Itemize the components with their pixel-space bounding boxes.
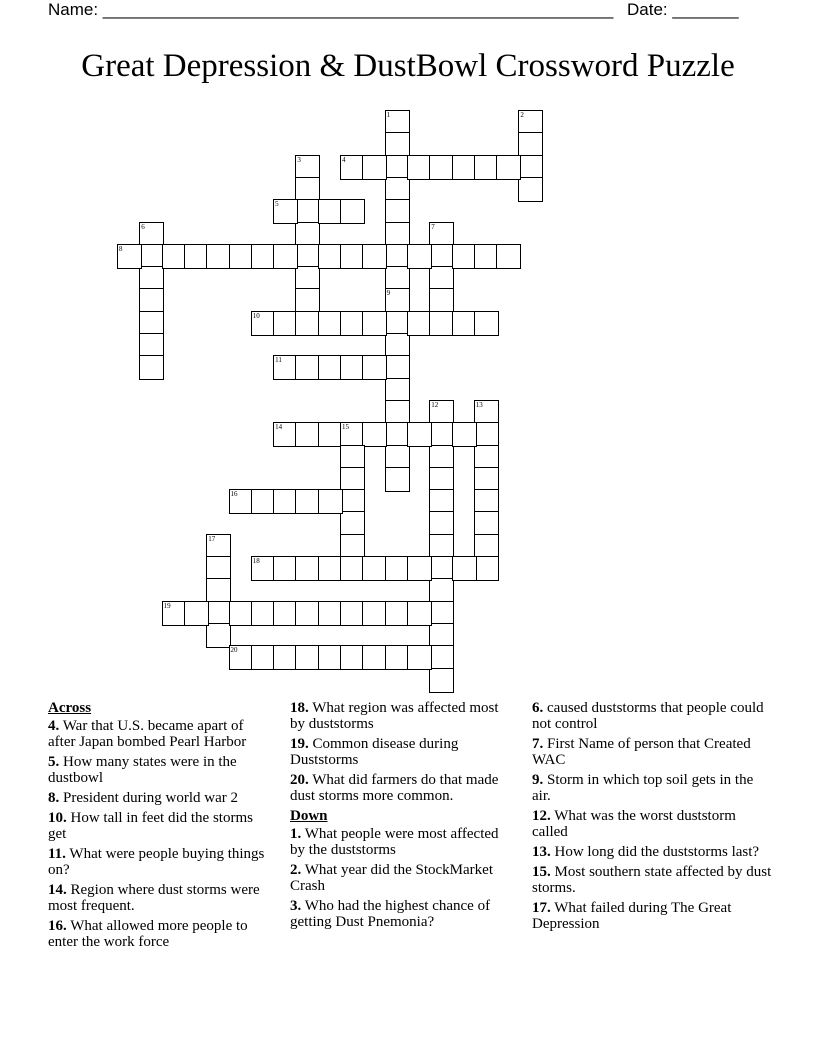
clue-4: [48, 718, 273, 750]
grid-cell[interactable]: [251, 556, 276, 581]
grid-cell[interactable]: [295, 155, 320, 180]
clue-text: First Name of person that Created WAC: [532, 736, 751, 768]
grid-cell[interactable]: [139, 355, 164, 380]
grid-cell[interactable]: [340, 155, 365, 180]
down-clue-list-continued: [532, 700, 772, 932]
clue-6: [532, 700, 772, 732]
clue-text: What allowed more people to enter the work force: [48, 918, 248, 950]
grid-cell[interactable]: [318, 199, 343, 224]
grid-cell[interactable]: [295, 489, 320, 514]
grid-cell[interactable]: [229, 645, 254, 670]
name-field-label[interactable]: Name: ______________________________________________________: [48, 0, 614, 19]
grid-cell[interactable]: [139, 333, 164, 358]
grid-cell[interactable]: [295, 177, 320, 202]
grid-cell[interactable]: [385, 311, 410, 336]
grid-cell[interactable]: [295, 355, 320, 380]
grid-cell[interactable]: [340, 355, 365, 380]
clue-13: [532, 844, 772, 860]
grid-cell[interactable]: [251, 645, 276, 670]
grid-cell[interactable]: [496, 244, 521, 269]
grid-cell[interactable]: [340, 601, 365, 626]
clues-column-3: [532, 700, 772, 936]
clue-text: What year did the StockMarket Crash: [290, 862, 493, 894]
grid-cell[interactable]: [340, 489, 365, 514]
clue-text: Storm in which top soil gets in the air.: [532, 772, 754, 804]
clues-column-2: [290, 700, 515, 934]
grid-cell[interactable]: [385, 601, 410, 626]
grid-cell[interactable]: [295, 266, 320, 291]
down-clue-list: [290, 826, 515, 930]
clue-number: 16.: [48, 918, 67, 934]
clue-number: 9.: [532, 772, 544, 788]
cell-number: 7: [431, 222, 435, 231]
grid-cell[interactable]: [385, 110, 410, 135]
grid-cell[interactable]: [273, 355, 298, 380]
grid-cell[interactable]: [340, 199, 365, 224]
clue-number: 11.: [48, 846, 66, 862]
grid-cell[interactable]: [340, 645, 365, 670]
grid-cell[interactable]: [251, 311, 276, 336]
grid-cell[interactable]: [452, 311, 477, 336]
cell-number: 19: [163, 601, 171, 610]
cell-number: 20: [230, 646, 238, 655]
cell-number: 11: [275, 356, 282, 365]
grid-cell[interactable]: [518, 177, 543, 202]
grid-cell[interactable]: [429, 623, 454, 648]
grid-cell[interactable]: [318, 556, 343, 581]
cell-number: 17: [208, 534, 216, 543]
grid-cell[interactable]: [340, 534, 365, 559]
grid-cell[interactable]: [407, 244, 432, 269]
grid-cell[interactable]: [251, 244, 276, 269]
grid-cell[interactable]: [295, 645, 320, 670]
grid-cell[interactable]: [295, 422, 320, 447]
grid-cell[interactable]: [340, 422, 365, 447]
grid-cell[interactable]: [139, 311, 164, 336]
clue-number: 1.: [290, 826, 302, 842]
clue-10: [48, 810, 273, 842]
cell-number: 14: [275, 423, 283, 432]
grid-cell[interactable]: [139, 244, 164, 269]
clue-text: Most southern state affected by dust storms.: [532, 864, 772, 896]
grid-cell[interactable]: [474, 556, 499, 581]
grid-cell[interactable]: [429, 511, 454, 536]
grid-cell[interactable]: [385, 645, 410, 670]
cell-number: 1: [386, 111, 391, 119]
grid-cell[interactable]: [452, 422, 477, 447]
grid-cell[interactable]: [474, 155, 499, 180]
cell-number: 15: [342, 423, 349, 432]
grid-cell[interactable]: [474, 311, 499, 336]
clue-12: [532, 808, 772, 840]
clue-text: Who had the highest chance of getting Dust Pnemonia?: [290, 898, 491, 930]
cell-number: 13: [475, 400, 483, 409]
grid-cell[interactable]: [362, 601, 387, 626]
grid-cell[interactable]: [362, 422, 387, 447]
clue-text: What did farmers do that made dust storms more common.: [290, 772, 499, 804]
clue-number: 15.: [532, 864, 551, 880]
cell-number: 9: [386, 289, 391, 298]
grid-cell[interactable]: [117, 244, 142, 269]
grid-cell[interactable]: [429, 645, 454, 670]
clue-number: 10.: [48, 810, 67, 826]
clues-column-1: [48, 700, 273, 954]
cell-number: 18: [252, 557, 260, 565]
grid-cell[interactable]: [139, 266, 164, 291]
clue-7: [532, 736, 772, 768]
clue-number: 14.: [48, 882, 67, 898]
grid-cell[interactable]: [407, 601, 432, 626]
grid-cell[interactable]: [429, 601, 454, 626]
grid-cell[interactable]: [229, 244, 254, 269]
grid-cell[interactable]: [385, 556, 410, 581]
grid-cell[interactable]: [273, 311, 298, 336]
grid-cell[interactable]: [429, 311, 454, 336]
grid-cell[interactable]: [273, 645, 298, 670]
clue-text: What people were most affected by the duststorms: [290, 826, 499, 858]
grid-cell[interactable]: [407, 155, 432, 180]
grid-cell[interactable]: [474, 400, 499, 425]
grid-cell[interactable]: [318, 244, 343, 269]
grid-cell[interactable]: [362, 311, 387, 336]
grid-cell[interactable]: [385, 378, 410, 403]
grid-cell[interactable]: [362, 355, 387, 380]
clue-text: Common disease during Duststorms: [290, 736, 459, 768]
grid-cell[interactable]: [429, 578, 454, 603]
grid-cell[interactable]: [206, 578, 231, 603]
grid-cell[interactable]: [474, 534, 499, 559]
grid-cell[interactable]: [340, 445, 365, 470]
clue-number: 19.: [290, 736, 309, 752]
grid-cell[interactable]: [229, 489, 254, 514]
grid-cell[interactable]: [295, 311, 320, 336]
clue-text: What was the worst duststorm called: [532, 808, 736, 840]
grid-cell[interactable]: [273, 601, 298, 626]
clue-text: Region where dust storms were most frequent.: [48, 882, 260, 914]
clue-text: How long did the duststorms last?: [550, 844, 760, 860]
grid-cell[interactable]: [295, 222, 320, 247]
grid-cell[interactable]: [273, 489, 298, 514]
clue-number: 13.: [532, 844, 551, 860]
grid-cell[interactable]: [385, 266, 410, 291]
clue-text: What failed during The Great Depression: [532, 900, 732, 932]
grid-cell[interactable]: [295, 601, 320, 626]
clue-number: 3.: [290, 898, 302, 914]
clue-number: 8.: [48, 790, 60, 806]
clue-number: 17.: [532, 900, 551, 916]
grid-cell[interactable]: [206, 534, 231, 559]
clue-text: How many states were in the dustbowl: [48, 754, 237, 786]
across-clue-list-continued: [290, 700, 515, 804]
grid-cell[interactable]: [318, 489, 343, 514]
grid-cell[interactable]: [385, 244, 410, 269]
header: [48, 0, 748, 22]
date-field-label[interactable]: Date: _______: [627, 0, 739, 19]
grid-cell[interactable]: [385, 422, 410, 447]
grid-cell[interactable]: [206, 623, 231, 648]
grid-cell[interactable]: [318, 645, 343, 670]
cell-number: 12: [431, 400, 439, 409]
grid-cell[interactable]: [273, 422, 298, 447]
grid-cell[interactable]: [474, 422, 499, 447]
grid-cell[interactable]: [407, 422, 432, 447]
clue-14: [48, 882, 273, 914]
grid-cell[interactable]: [295, 199, 320, 224]
grid-cell[interactable]: [385, 400, 410, 425]
grid-cell[interactable]: [184, 244, 209, 269]
grid-cell[interactable]: [385, 199, 410, 224]
clue-1: [290, 826, 515, 858]
clue-17: [532, 900, 772, 932]
grid-cell[interactable]: [385, 288, 410, 313]
grid-cell[interactable]: [407, 645, 432, 670]
grid-cell[interactable]: [139, 222, 164, 247]
grid-cell[interactable]: [340, 556, 365, 581]
grid-cell[interactable]: [295, 244, 320, 269]
clue-19: [290, 736, 515, 768]
grid-cell[interactable]: [251, 601, 276, 626]
cell-number: 8: [119, 244, 123, 253]
grid-cell[interactable]: [407, 311, 432, 336]
clue-18: [290, 700, 515, 732]
grid-cell[interactable]: [474, 244, 499, 269]
across-clue-list: [48, 718, 273, 950]
grid-cell[interactable]: [206, 244, 231, 269]
grid-cell[interactable]: [429, 288, 454, 313]
grid-cell[interactable]: [429, 534, 454, 559]
grid-cell[interactable]: [295, 288, 320, 313]
grid-cell[interactable]: [206, 556, 231, 581]
clue-number: 5.: [48, 754, 60, 770]
clue-11: [48, 846, 273, 878]
across-heading: Across: [48, 700, 92, 716]
grid-cell[interactable]: [340, 311, 365, 336]
grid-cell[interactable]: [452, 244, 477, 269]
clue-text: What were people buying things on?: [48, 846, 265, 878]
clue-5: [48, 754, 273, 786]
grid-cell[interactable]: [385, 222, 410, 247]
grid-cell[interactable]: [318, 422, 343, 447]
grid-cell[interactable]: [362, 244, 387, 269]
grid-cell[interactable]: [385, 333, 410, 358]
grid-cell[interactable]: [429, 489, 454, 514]
cell-number: 5: [275, 200, 279, 209]
grid-cell[interactable]: [496, 155, 521, 180]
grid-cell[interactable]: [340, 244, 365, 269]
grid-cell[interactable]: [429, 445, 454, 470]
grid-cell[interactable]: [474, 467, 499, 492]
clue-number: 4.: [48, 718, 60, 734]
grid-cell[interactable]: [385, 445, 410, 470]
grid-cell[interactable]: [518, 110, 543, 135]
clue-text: President during world war 2: [59, 790, 238, 806]
grid-cell[interactable]: [429, 266, 454, 291]
clue-number: 20.: [290, 772, 309, 788]
cell-number: 4: [342, 155, 346, 164]
grid-cell[interactable]: [206, 601, 231, 626]
grid-cell[interactable]: [452, 556, 477, 581]
grid-cell[interactable]: [184, 601, 209, 626]
grid-cell[interactable]: [429, 668, 454, 693]
grid-cell[interactable]: [474, 445, 499, 470]
clue-2: [290, 862, 515, 894]
grid-cell[interactable]: [162, 601, 187, 626]
clue-15: [532, 864, 772, 896]
clue-9: [532, 772, 772, 804]
grid-cell[interactable]: [474, 511, 499, 536]
clue-text: What region was affected most by duststorms: [290, 700, 499, 732]
grid-cell[interactable]: [362, 155, 387, 180]
grid-cell[interactable]: [318, 311, 343, 336]
grid-cell[interactable]: [318, 355, 343, 380]
page-title: Great Depression & DustBowl Crossword Puzzle: [81, 48, 735, 84]
grid-cell[interactable]: [474, 489, 499, 514]
down-heading: Down: [290, 808, 328, 824]
grid-cell[interactable]: [162, 244, 187, 269]
clue-number: 18.: [290, 700, 309, 716]
grid-cell[interactable]: [385, 355, 410, 380]
clue-20: [290, 772, 515, 804]
grid-cell[interactable]: [318, 601, 343, 626]
cell-number: 2: [520, 111, 524, 119]
grid-cell[interactable]: [340, 511, 365, 536]
grid-cell[interactable]: [429, 222, 454, 247]
clue-number: 7.: [532, 736, 544, 752]
grid-cell[interactable]: [429, 400, 454, 425]
grid-cell[interactable]: [452, 155, 477, 180]
grid-cell[interactable]: [407, 556, 432, 581]
grid-cell[interactable]: [385, 132, 410, 157]
grid-cell[interactable]: [273, 199, 298, 224]
clue-number: 2.: [290, 862, 302, 878]
clue-number: 12.: [532, 808, 551, 824]
grid-cell[interactable]: [385, 467, 410, 492]
clue-3: [290, 898, 515, 930]
grid-cell[interactable]: [429, 467, 454, 492]
cell-number: 16: [230, 490, 238, 499]
grid-cell[interactable]: [429, 422, 454, 447]
grid-cell[interactable]: [229, 601, 254, 626]
grid-cell[interactable]: [251, 489, 276, 514]
grid-cell[interactable]: [518, 132, 543, 157]
grid-cell[interactable]: [385, 155, 410, 180]
grid-cell[interactable]: [362, 556, 387, 581]
grid-cell[interactable]: [518, 155, 543, 180]
cell-number: 10: [252, 311, 260, 320]
cell-number: 3: [297, 155, 301, 164]
grid-cell[interactable]: [429, 244, 454, 269]
grid-cell[interactable]: [385, 177, 410, 202]
clue-text: How tall in feet did the storms get: [48, 810, 253, 842]
clue-text: caused duststorms that people could not control: [532, 700, 764, 732]
cell-number: 6: [141, 222, 145, 231]
grid-cell[interactable]: [295, 556, 320, 581]
grid-cell[interactable]: [273, 244, 298, 269]
grid-cell[interactable]: [362, 645, 387, 670]
grid-cell[interactable]: [429, 556, 454, 581]
clue-number: 6.: [532, 700, 544, 716]
grid-cell[interactable]: [139, 288, 164, 313]
grid-cell[interactable]: [340, 467, 365, 492]
clue-text: War that U.S. became apart of after Japan bombed Pearl Harbor: [48, 718, 247, 750]
clue-8: [48, 790, 273, 806]
grid-cell[interactable]: [273, 556, 298, 581]
grid-cell[interactable]: [429, 155, 454, 180]
clue-16: [48, 918, 273, 950]
